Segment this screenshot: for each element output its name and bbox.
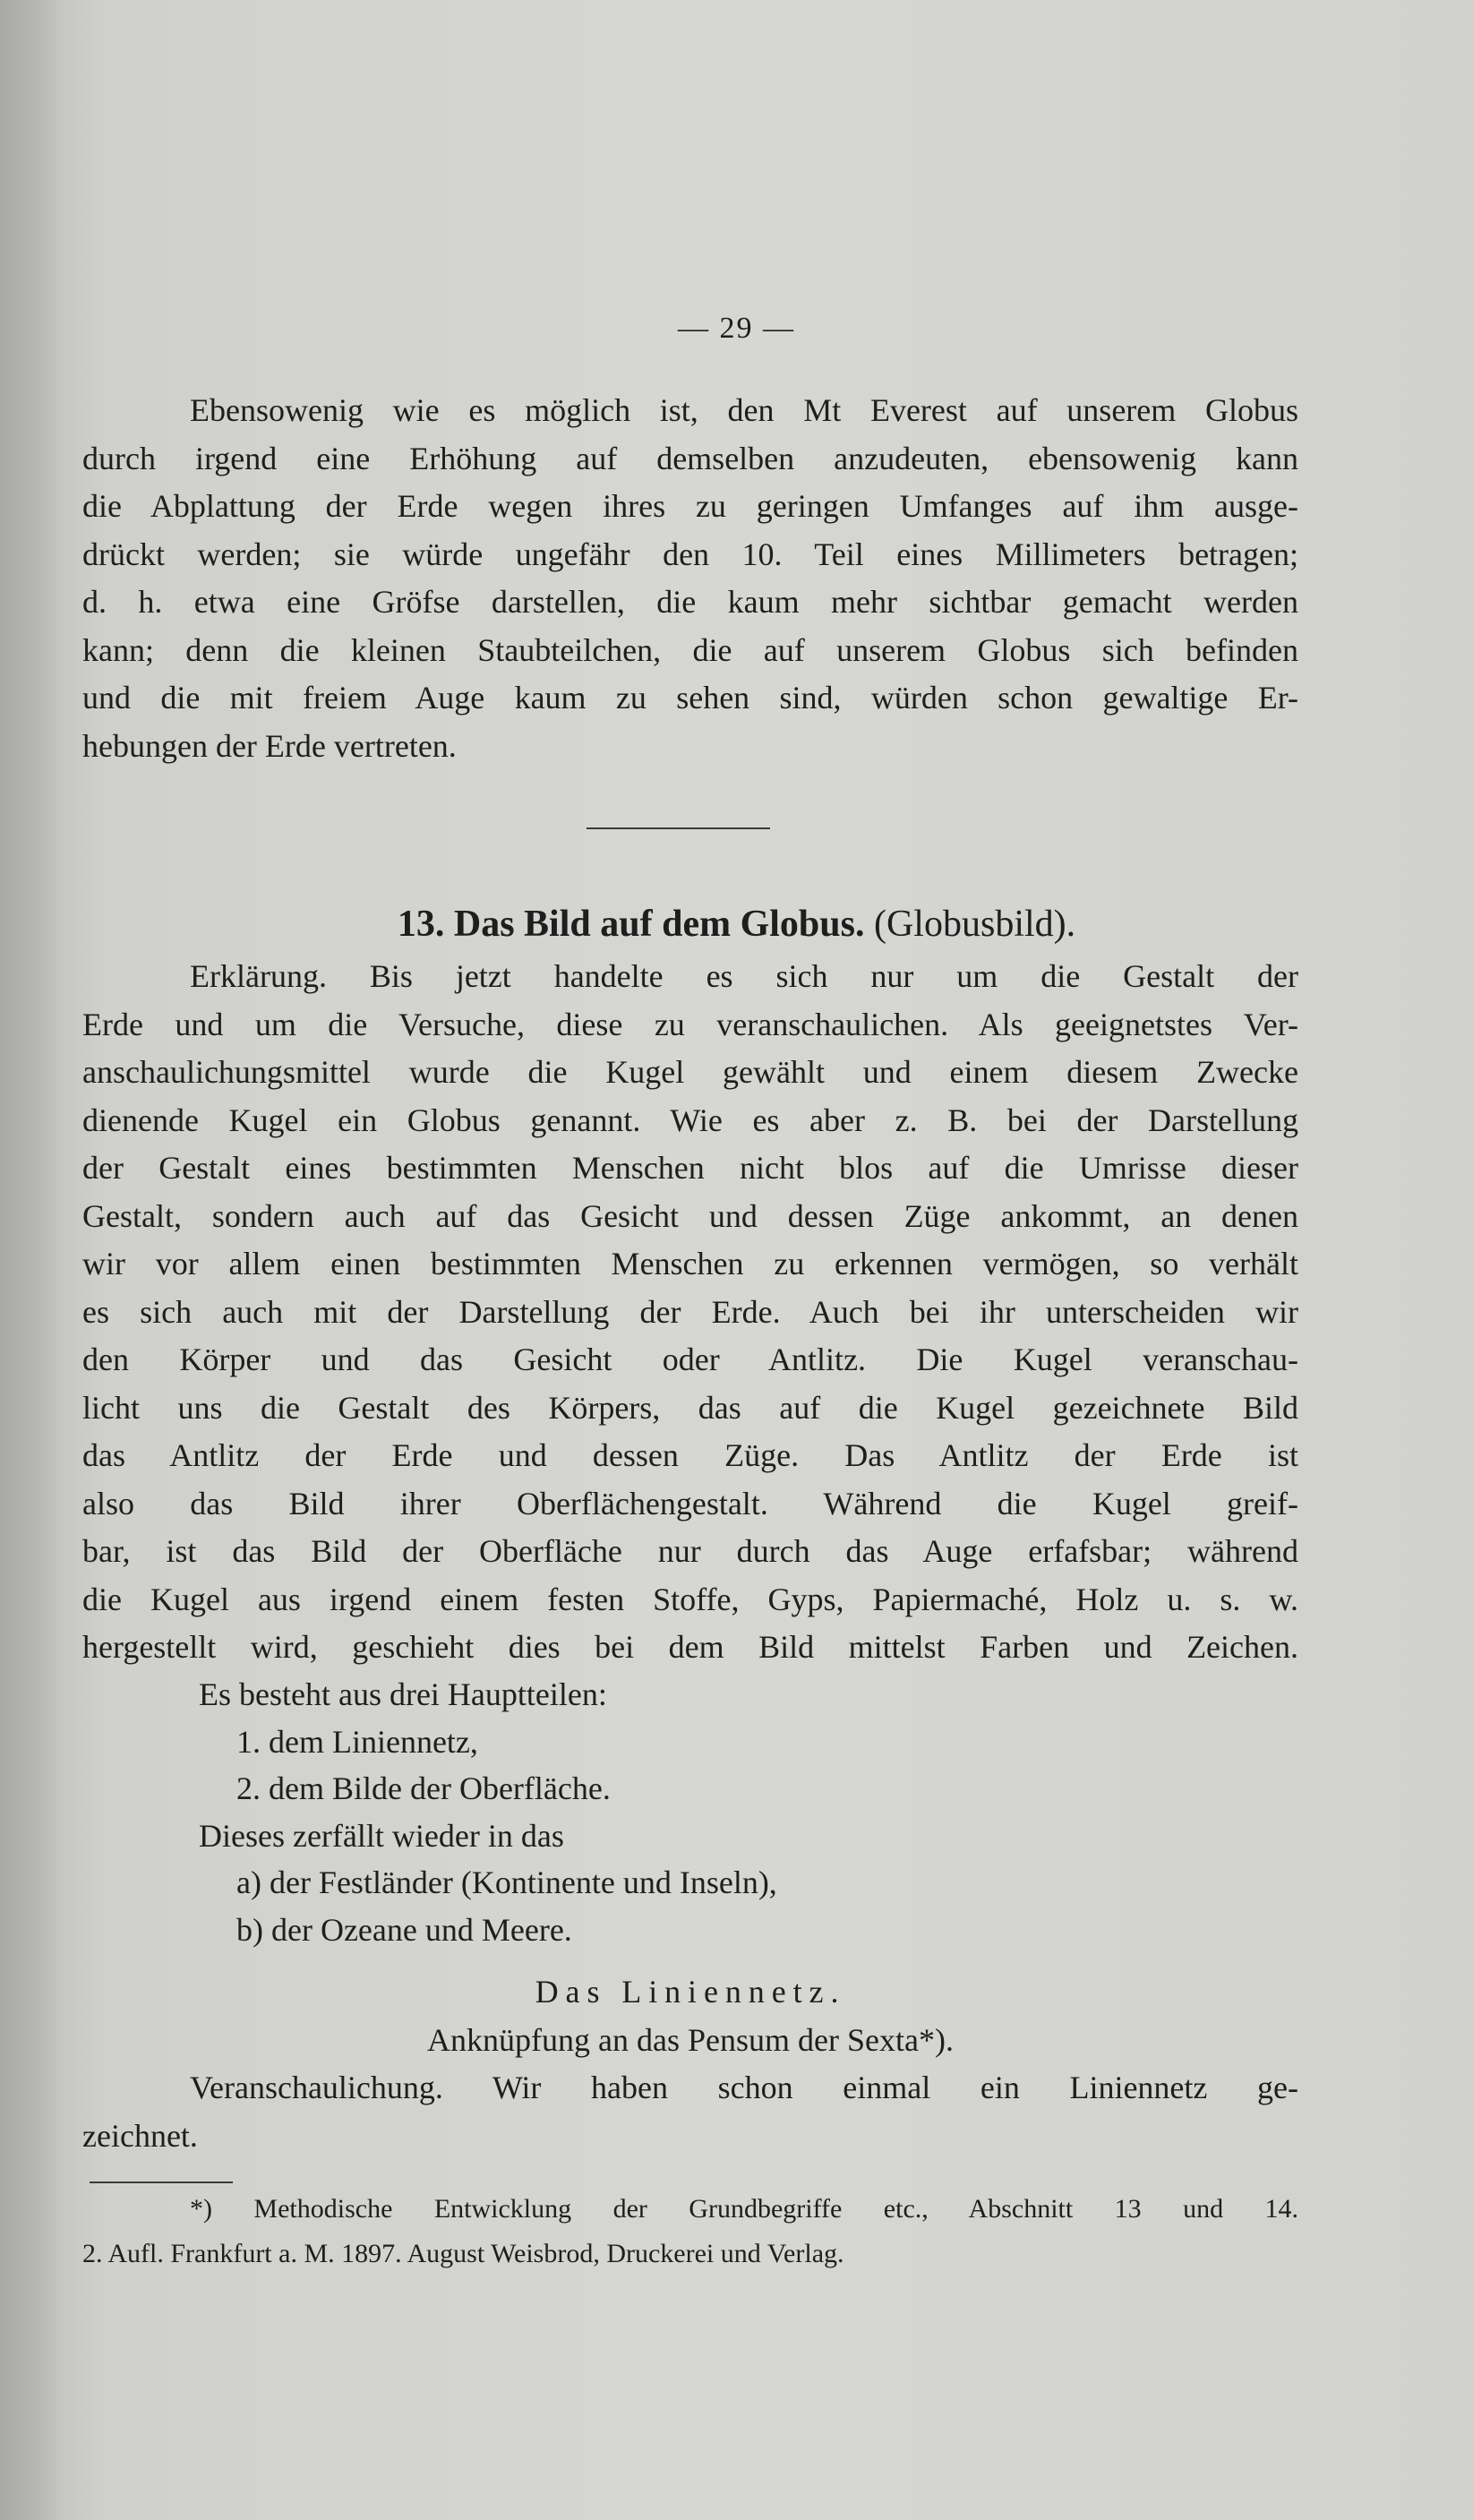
sublist-intro: Dieses zerfällt wieder in das <box>199 1817 564 1854</box>
list-item: 1. dem Liniennetz, <box>236 1723 478 1760</box>
parts-list <box>82 1671 1298 1953</box>
footnote-divider <box>90 2181 233 2183</box>
text-line: Erde und um die Versuche, diese zu veranschaulichen. Als geeignetstes Ver- <box>82 1006 1298 1042</box>
text-line: und die mit freiem Auge kaum zu sehen sind, würden schon gewaltige Er- <box>82 680 1298 716</box>
intro-paragraph <box>82 387 1298 770</box>
text-line: kann; denn die kleinen Staubteilchen, die auf unserem Globus sich befinden <box>82 631 1298 668</box>
footnote <box>82 2187 1298 2276</box>
text-line: den Körper und das Gesicht oder Antlitz. Die Kugel veranschau- <box>82 1341 1298 1377</box>
text-line: die Abplattung der Erde wegen ihres zu geringen Umfanges auf ihm ausge- <box>82 488 1298 524</box>
text-line: das Antlitz der Erde und dessen Züge. Das Antlitz der Erde ist <box>82 1437 1298 1473</box>
text-line: durch irgend eine Erhöhung auf demselben anzudeuten, ebensowenig kann <box>82 440 1298 476</box>
text-line: Gestalt, sondern auch auf das Gesicht und dessen Züge ankommt, an denen <box>82 1197 1298 1234</box>
text-line: es sich auch mit der Darstellung der Erde. Auch bei ihr unterscheiden wir <box>82 1293 1298 1330</box>
text-line: bar, ist das Bild der Oberfläche nur durch das Auge erfafsbar; während <box>82 1533 1298 1569</box>
subsection-subtitle: Anknüpfung an das Pensum der Sexta*). <box>427 2021 954 2058</box>
text-line: hergestellt wird, geschieht dies bei dem Bild mittelst Farben und Zeichen. <box>82 1629 1298 1665</box>
text-line: d. h. etwa eine Gröfse darstellen, die kaum mehr sichtbar gemacht werden <box>82 584 1298 620</box>
text-line: hebungen der Erde vertreten. <box>82 727 457 764</box>
text-line: Veranschaulichung. Wir haben schon einmal ein Liniennetz ge- <box>190 2070 1298 2105</box>
text-line: wir vor allem einen bestimmten Menschen zu erkennen vermögen, so verhält <box>82 1246 1298 1281</box>
footnote-line: 2. Aufl. Frankfurt a. M. 1897. August Weisbrod, Druckerei und Verlag. <box>82 2239 844 2268</box>
text-line: drückt werden; sie würde ungefähr den 10. Teil eines Millimeters betragen; <box>82 536 1298 572</box>
section-paragraph <box>82 953 1298 1672</box>
section-heading-title: 13. Das Bild auf dem Globus. <box>397 904 865 945</box>
gutter-shadow <box>0 0 63 2520</box>
text-line: die Kugel aus irgend einem festen Stoffe, Gyps, Papiermaché, Holz u. s. w. <box>82 1581 1298 1617</box>
text-line: also das Bild ihrer Oberflächengestalt. Während die Kugel greif- <box>82 1485 1298 1521</box>
text-line: licht uns die Gestalt des Körpers, das auf die Kugel gezeichnete Bild <box>82 1389 1298 1426</box>
section-divider <box>587 827 770 829</box>
footnote-line: *) Methodische Entwicklung der Grundbegriffe etc., Abschnitt 13 und 14. <box>190 2194 1298 2224</box>
page-number: — 29 — <box>678 312 795 345</box>
section-heading-paren: (Globusbild). <box>873 904 1076 945</box>
section-heading <box>0 899 1473 949</box>
text-line: Ebensowenig wie es möglich ist, den Mt Everest auf unserem Globus <box>190 392 1298 428</box>
sublist-item: a) der Festländer (Kontinente und Inseln), <box>236 1864 777 1900</box>
text-line: Erklärung. Bis jetzt handelte es sich nur um die Gestalt der <box>190 958 1298 994</box>
list-intro: Es besteht aus drei Hauptteilen: <box>199 1676 607 1712</box>
list-item: 2. dem Bilde der Oberfläche. <box>236 1770 611 1806</box>
text-line: anschaulichungsmittel wurde die Kugel gewählt und einem diesem Zwecke <box>82 1054 1298 1090</box>
subsection-title: Das Liniennetz. <box>535 1974 846 2010</box>
text-line: zeichnet. <box>82 2117 198 2154</box>
sublist-item: b) der Ozeane und Meere. <box>236 1911 572 1948</box>
text-line: der Gestalt eines bestimmten Menschen nicht blos auf die Umrisse dieser <box>82 1150 1298 1186</box>
subsection <box>82 1968 1298 2160</box>
text-line: dienende Kugel ein Globus genannt. Wie es aber z. B. bei der Darstellung <box>82 1101 1298 1138</box>
